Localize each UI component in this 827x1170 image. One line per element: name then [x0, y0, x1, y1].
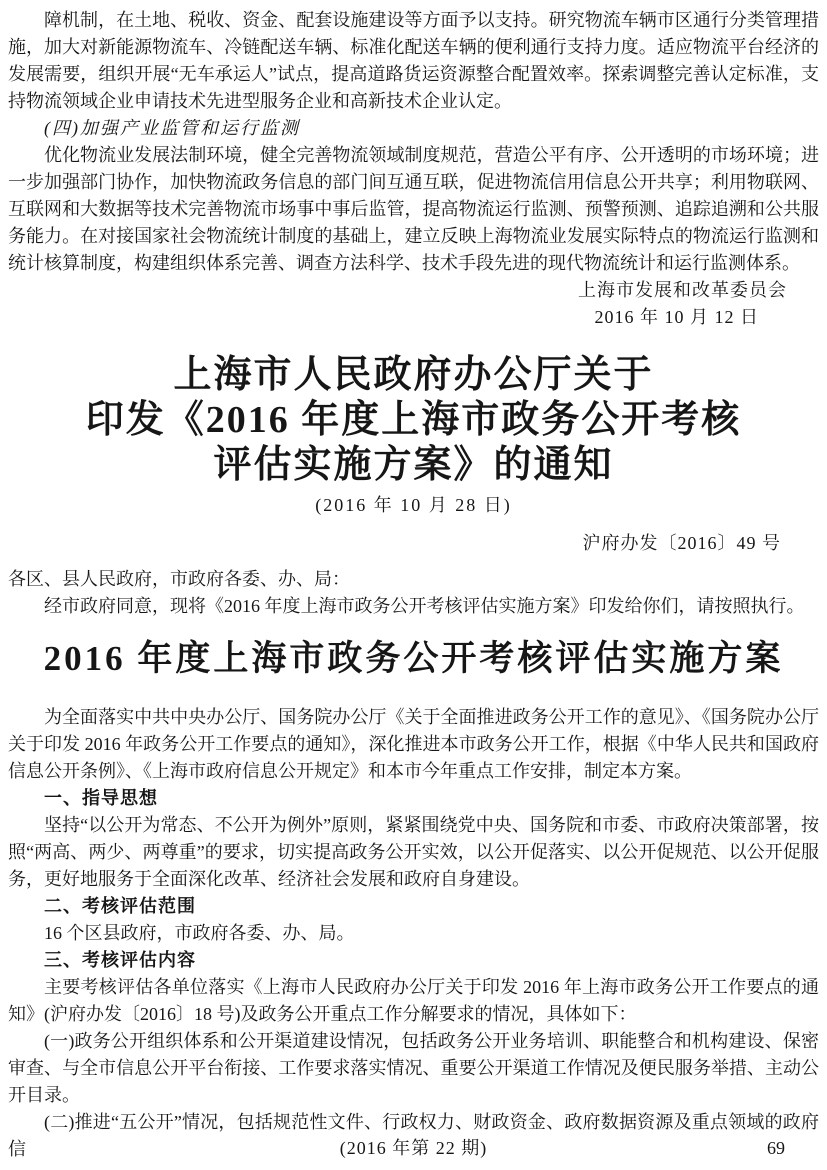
section-2-paragraph: 16 个区县政府，市政府各委、办、局。 [44, 923, 355, 943]
notice-title-line-2: 印发《2016 年度上海市政务公开考核 [85, 399, 742, 441]
notice-title-line-3: 评估实施方案》的通知 [213, 444, 614, 486]
page-footer [0, 1135, 827, 1162]
section-3-item-2: (二)推进“五公开”情况，包括规范性文件、行政权力、财政资金、政府数据资源及重点领域的政府信 [8, 1112, 819, 1159]
notice-title [8, 353, 819, 488]
signature-date: 2016 年 10 月 12 日 [594, 307, 759, 327]
section-1-paragraph: 坚持“以公开为常态、不公开为例外”原则，紧紧围绕党中央、国务院和市委、市政府决策部署，按照“两高、两少、两尊重”的要求，切实提高政务公开实效，以公开促落实、以公开促规范、以公开促服务，更好地服务于全面深化改革、经济社会发展和政府自身建设。 [8, 815, 819, 889]
section-3-item-1: (一)政务公开组织体系和公开渠道建设情况，包括政务公开业务培训、职能整合和机构建设、保密审查、与全市信息公开平台衔接、工作要求落实情况、重要公开渠道工作情况及便民服务举措、主动公开目录。 [8, 1031, 819, 1105]
section-heading-2: 二、考核评估范围 [44, 896, 196, 916]
page-number: 69 [767, 1138, 785, 1158]
notice-date: (2016 年 10 月 28 日) [315, 495, 512, 515]
prev-doc-subsection-heading: (四)加强产业监管和运行监测 [44, 118, 300, 138]
document-number: 沪府办发〔2016〕49 号 [582, 533, 781, 553]
signature-block [8, 277, 819, 331]
plan-intro: 为全面落实中共中央办公厅、国务院办公厅《关于全面推进政务公开工作的意见》、《国务院办公厅关于印发 2016 年政务公开工作要点的通知》，深化推进本市政务公开工作，根据《中华人民共和国政府信息公开条例》、《上海市政府信息公开规定》和本市今年重点工作安排，制定本方案。 [8, 707, 819, 781]
issue-label: (2016 年第 22 期) [339, 1138, 488, 1158]
prev-doc-paragraph-support: 障机制，在土地、税收、资金、配套设施建设等方面予以支持。研究物流车辆市区通行分类管理措施，加大对新能源物流车、冷链配送车辆、标准化配送车辆的便利通行支持力度。适应物流平台经济的发展需要，组织开展“无车承运人”试点，提高道路货运资源整合配置效率。探索调整完善认定标准，支持物流领域企业申请技术先进型服务企业和高新技术企业认定。 [8, 10, 819, 111]
notice-addressee: 各区、县人民政府，市政府各委、办、局： [8, 569, 350, 589]
signature-agency: 上海市发展和改革委员会 [578, 280, 787, 300]
notice-body: 经市政府同意，现将《2016 年度上海市政务公开考核评估实施方案》印发给你们，请按照执行。 [44, 596, 805, 616]
plan-title: 2016 年度上海市政务公开考核评估实施方案 [43, 639, 784, 678]
section-heading-3: 三、考核评估内容 [44, 950, 196, 970]
prev-doc-paragraph-supervision: 优化物流业发展法制环境，健全完善物流领域制度规范，营造公平有序、公开透明的市场环境；进一步加强部门协作，加快物流政务信息的部门间互通互联，促进物流信用信息公开共享；利用物联网、互联网和大数据等技术完善物流市场事中事后监管，提高物流运行监测、预警预测、追踪追溯和公共服务能力。在对接国家社会物流统计制度的基础上，建立反映上海物流业发展实际特点的物流运行监测和统计核算制度，构建组织体系完善、调查方法科学、技术手段先进的现代物流统计和运行监测体系。 [8, 145, 819, 273]
section-3-paragraph-intro: 主要考核评估各单位落实《上海市人民政府办公厅关于印发 2016 年上海市政务公开工作要点的通知》(沪府办发〔2016〕18 号)及政务公开重点工作分解要求的情况，具体如下： [8, 977, 819, 1024]
section-heading-1: 一、指导思想 [44, 788, 158, 808]
notice-title-line-1: 上海市人民政府办公厅关于 [173, 354, 654, 396]
